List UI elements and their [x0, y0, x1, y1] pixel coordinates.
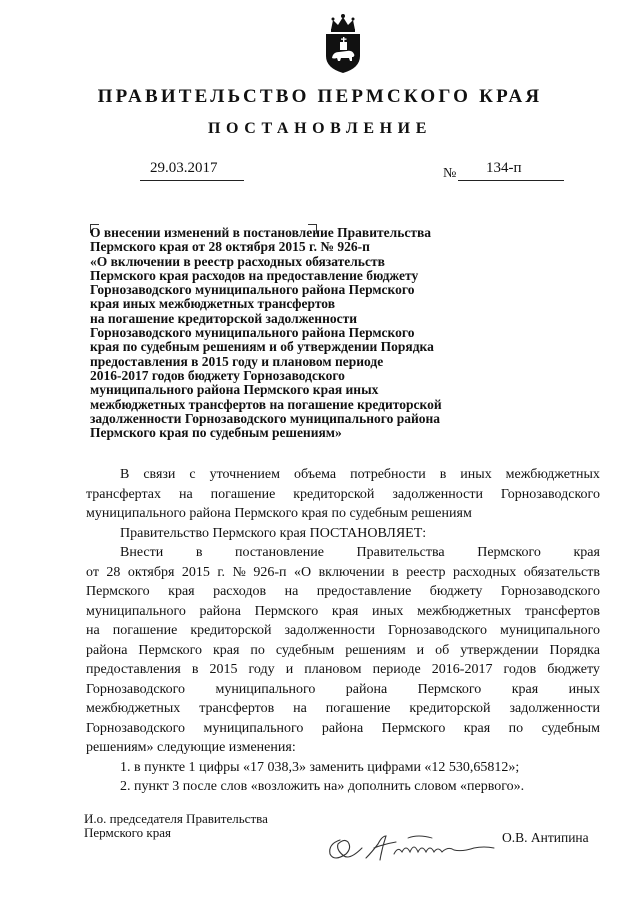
word: г.	[217, 564, 226, 580]
word: постановление	[235, 545, 324, 560]
word: с	[189, 467, 196, 482]
subject-line: Пермского края расходов на предоставление бюджету	[90, 267, 419, 283]
word: решениям	[345, 642, 406, 658]
document-subject	[90, 226, 510, 440]
word: погашение	[210, 486, 276, 502]
word: году	[248, 662, 275, 677]
word: Горнозаводского	[500, 486, 600, 502]
document-number: 134-п	[486, 160, 522, 176]
word: в	[191, 662, 199, 677]
body-line	[86, 602, 600, 622]
word: кредиторской	[190, 623, 272, 638]
word: иных	[568, 681, 600, 697]
word: Пермского	[138, 642, 203, 658]
word: расходных	[452, 564, 517, 580]
word: трансфертов	[199, 701, 275, 716]
word: «О	[293, 564, 312, 580]
word: в	[195, 545, 203, 560]
word: задолженности	[284, 623, 376, 638]
word: иных	[371, 603, 404, 619]
word: Пермского	[381, 720, 446, 736]
word: обязательств	[523, 564, 600, 580]
word: района	[345, 681, 388, 697]
body-line	[86, 641, 600, 661]
body-line	[86, 465, 600, 485]
subject-line: задолженности Горнозаводского муниципального района	[90, 410, 441, 426]
word: задолженности	[392, 486, 483, 502]
word: и	[285, 662, 294, 677]
subject-line: О внесении изменений в постановление Правительства	[90, 225, 431, 240]
word: района	[199, 603, 241, 619]
word: на	[293, 701, 307, 716]
word: задолженности	[509, 701, 600, 716]
word: Горнозаводского	[388, 623, 488, 638]
word: края	[168, 584, 195, 599]
word: Горнозаводского	[86, 720, 186, 736]
word: на	[86, 623, 100, 638]
word: от	[86, 564, 99, 580]
subject-line: 2016-2017 годов бюджету Горнозаводского	[90, 367, 345, 383]
word: 2015	[209, 662, 238, 677]
word: края	[213, 642, 240, 658]
signer-position	[84, 812, 268, 840]
subject-line: межбюджетных трансфертов на погашение кредиторской	[90, 396, 442, 412]
signer-position-line: Пермского края	[84, 825, 171, 840]
word: трансфертов	[524, 603, 600, 619]
word: реестр	[406, 564, 446, 580]
word: плановом	[304, 662, 362, 677]
word: Пермского	[477, 545, 541, 560]
word: муниципального	[215, 681, 316, 697]
word: Порядка	[549, 642, 600, 658]
date-underline	[140, 180, 244, 181]
word: межбюджетных	[505, 467, 600, 482]
word: Правительства	[356, 545, 445, 560]
word: связи	[143, 467, 176, 482]
subject-line: предоставления в 2015 году и плановом периоде	[90, 353, 384, 369]
word: 2015	[181, 564, 210, 580]
subject-line: муниципального района Пермского края иных	[90, 382, 379, 398]
body-line	[86, 719, 600, 739]
word: предоставление	[316, 584, 412, 599]
word: Внести	[120, 545, 164, 560]
word: годов	[503, 662, 537, 677]
word: в	[392, 564, 399, 580]
number-sign: №	[443, 166, 457, 181]
word: края	[331, 603, 359, 619]
word: межбюджетных	[86, 701, 181, 716]
word: В	[120, 467, 130, 482]
word: 28	[106, 564, 121, 580]
amendment-item: 2. пункт 3 после слов «возложить на» дополнить словом «первого».	[120, 779, 525, 794]
signer-position-line: И.о. председателя Правительства	[84, 811, 268, 826]
subject-line: Горнозаводского муниципального района Пермского	[90, 325, 415, 341]
signer-name: О.В. Антипина	[502, 830, 589, 845]
word: муниципального	[500, 623, 600, 638]
word: кредиторской	[293, 486, 375, 502]
word: объема	[293, 467, 337, 482]
subject-line: «О включении в реестр расходных обязательств	[90, 253, 385, 269]
word: края	[511, 681, 539, 697]
subject-line: Пермского края по судебным решениям»	[90, 425, 342, 441]
word: кредиторской	[409, 701, 491, 716]
body-line	[86, 543, 600, 563]
word: 2016-2017	[431, 662, 493, 677]
word: бюджету	[429, 584, 483, 599]
perm-krai-coat-of-arms-icon	[323, 12, 363, 74]
word: района	[86, 642, 128, 658]
subject-line: края по судебным решениям и об утверждении Порядка	[90, 339, 434, 355]
word: погашение	[325, 701, 391, 716]
word: района	[321, 720, 364, 736]
word: периоде	[372, 662, 421, 677]
subject-line: Горнозаводского муниципального района Пермского	[90, 282, 415, 298]
word: №	[232, 564, 246, 580]
word: на	[178, 486, 193, 502]
word: об	[435, 642, 450, 658]
word: муниципального	[86, 603, 186, 619]
body-line	[86, 699, 600, 719]
body-line	[86, 621, 600, 641]
word: 926-п	[253, 564, 287, 580]
body-line	[86, 563, 600, 583]
document-date: 29.03.2017	[150, 160, 218, 176]
word: судебным	[541, 720, 600, 736]
word: в	[439, 467, 447, 482]
word: расходов	[213, 584, 267, 599]
word: по	[508, 720, 524, 736]
word: муниципального	[203, 720, 304, 736]
body-line: муниципального района Пермского края по судебным решениям	[86, 506, 472, 521]
handwritten-signature-icon	[322, 818, 500, 868]
body-line: Правительство Пермского края ПОСТАНОВЛЯЕТ:	[120, 525, 427, 541]
subject-line: на погашение кредиторской задолженности	[90, 310, 358, 326]
word: межбюджетных	[417, 603, 512, 619]
word: погашение	[112, 623, 178, 638]
word: бюджету	[547, 662, 600, 677]
word: Пермского	[254, 603, 319, 619]
number-underline	[458, 180, 564, 181]
word: трансфертах	[86, 486, 161, 502]
word: на	[284, 584, 299, 599]
body-line	[86, 582, 600, 602]
subject-line: края иных межбюджетных трансфертов	[90, 296, 336, 312]
subject-line: Пермского края от 28 октября 2015 г. № 926-п	[90, 239, 370, 255]
document-body	[86, 465, 600, 797]
word: Горнозаводского	[500, 584, 600, 599]
word: включении	[318, 564, 385, 580]
body-line	[86, 680, 600, 700]
amendment-item: 1. в пункте 1 цифры «17 038,3» заменить цифрами «12 530,65812»;	[120, 759, 520, 775]
word: предоставления	[86, 662, 181, 677]
body-line	[86, 485, 600, 505]
word: утверждении	[460, 642, 539, 658]
word: потребности	[350, 467, 426, 482]
word: иных	[460, 467, 492, 482]
word: по	[250, 642, 265, 658]
document-type: ПОСТАНОВЛЕНИЕ	[208, 120, 432, 137]
body-line	[86, 660, 600, 680]
government-title: ПРАВИТЕЛЬСТВО ПЕРМСКОГО КРАЯ	[97, 86, 543, 107]
word: и	[416, 642, 425, 658]
word: края	[463, 720, 491, 736]
body-line: решениям» следующие изменения:	[86, 740, 296, 755]
word: Горнозаводского	[86, 681, 186, 697]
word: уточнением	[209, 467, 280, 482]
word: Пермского	[86, 584, 150, 599]
word: Пермского	[417, 681, 482, 697]
word: края	[573, 545, 600, 560]
word: октября	[127, 564, 175, 580]
word: судебным	[275, 642, 335, 658]
